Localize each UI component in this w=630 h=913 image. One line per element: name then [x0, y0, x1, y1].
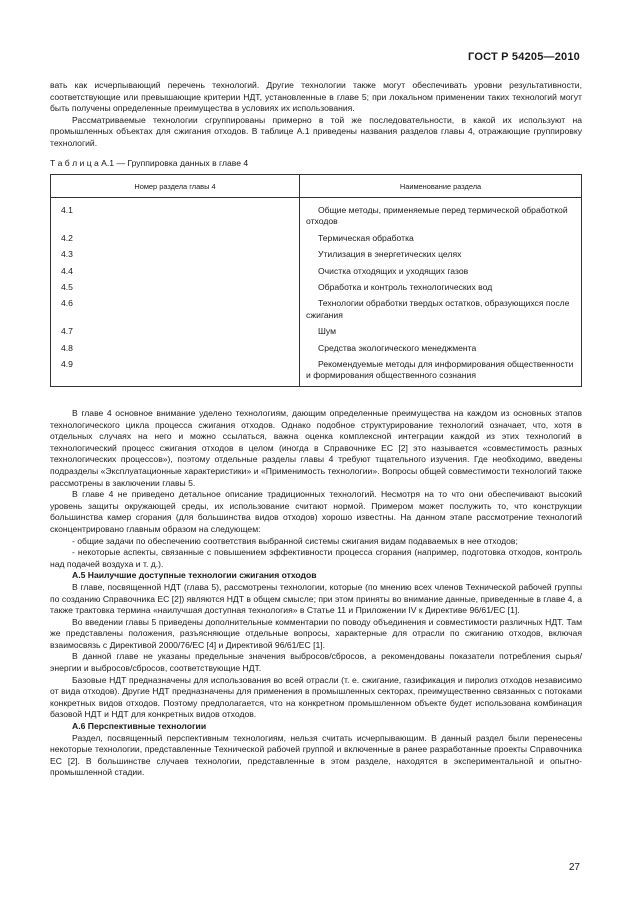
table-row: [51, 281, 582, 297]
body-paragraph: Базовые НДТ предназначены для использования во всей отрасли (т. е. сжигание, газификация и пиролиз отходов независимо от вида отходов). Другие НДТ предназначены для применения в промышленных секторах, преимущественно связанных с потоками конкретных видов отходов. Поэтому предполагается, что на конкретном промышленном объекте будет использована комбинация базовой НДТ и НДТ для конкретных видов отходов.: [50, 674, 582, 720]
table-row: [51, 297, 582, 325]
header-section-name: Наименование раздела: [300, 175, 582, 198]
row-number: 4.2: [51, 232, 300, 248]
row-number: 4.9: [51, 358, 300, 386]
row-number: 4.3: [51, 248, 300, 264]
table-row: [51, 342, 582, 358]
table-row: [51, 198, 582, 232]
row-name: Рекомендуемые методы для информирования общественности и формирования общественного сознания: [300, 358, 582, 386]
body-paragraph: В главе, посвященной НДТ (глава 5), рассмотрены технологии, которые (по мнению всех членов Технической рабочей группы по созданию Справочника ЕС [2]) являются НДТ в общем смысле; при этом приняты во внимание данные, приведенные в главе 4, а также трактовка термина «наилучшая доступная технология» в Статье 11 и Приложении IV к Директиве 96/61/ЕС [1].: [50, 581, 582, 616]
table-row: [51, 325, 582, 341]
body-paragraph: Раздел, посвященный перспективным технологиям, нельзя считать исчерпывающим. В данный раздел были перенесены некоторые технологии, представленные Технической рабочей группой и включенные в ранее разработанные проекты Справочника ЕС [2]. В большинстве случаев технологии, представленные в этом разделе, находятся в экспериментальной и опытно-промышленной стадии.: [50, 732, 582, 778]
body-paragraph: Во введении главы 5 приведены дополнительные комментарии по поводу объединения и совместимости различных НДТ. Там же представлены положения, разъясняющие отдельные вопросы, характерные для отрасли по сжиганию отходов, включая взаимосвязь с Директивой 2000/76/ЕС [4] и Директивой 96/61/ЕС [1].: [50, 616, 582, 650]
table-row: [51, 265, 582, 281]
row-name: Общие методы, применяемые перед термической обработкой отходов: [300, 198, 582, 232]
row-number: 4.5: [51, 281, 300, 297]
row-name: Средства экологического менеджмента: [300, 342, 582, 358]
table-row: [51, 358, 582, 386]
intro-paragraph-2: Рассматриваемые технологии сгруппированы примерно в той же последовательности, в какой их используют на промышленных объектах для сжигания отходов. В таблице А.1 приведены названия разделов главы 4, отражающие группировку технологий.: [50, 114, 582, 148]
row-number: 4.7: [51, 325, 300, 341]
table-row: [51, 248, 582, 264]
row-name: Утилизация в энергетических целях: [300, 248, 582, 264]
row-number: 4.8: [51, 342, 300, 358]
row-name: Очистка отходящих и уходящих газов: [300, 265, 582, 281]
section-heading-a6: А.6 Перспективные технологии: [72, 721, 207, 732]
standard-header: ГОСТ Р 54205—2010: [468, 51, 580, 63]
groups-table: [50, 174, 582, 387]
intro-paragraph-1: вать как исчерпывающий перечень технологий. Другие технологии также могут обеспечивать уровни результативности, соответствующие или превышающие критерии НДТ, установленные в главе 5; при локальном применении таких технологий могут быть получены определенные преимущества в условиях их использования.: [50, 80, 582, 114]
intro-block: [50, 80, 582, 150]
table-row: [51, 232, 582, 248]
body-paragraph: В главе 4 основное внимание уделено технологиям, дающим определенные преимущества на каждом из основных этапов технологического цикла процесса сжигания отходов. Однако подобное структурирование технологий означает, что, хотя в отдельных случаях на него и можно ссылаться, важна оценка комплексной интеграции каждой из этих технологий в технологический процесс сжигания отходов в целом (иногда в Справочнике ЕС [2] это называется «совместимость разных технологических процессов»), поэтому отдельные разделы главы 4 требуют тщательного изучения. Где необходимо, введены подразделы «Эксплуатационные характеристики» и «Применимость технологии». Вопросы общей совместимости технологий также рассмотрены в заключении главы 5.: [50, 408, 582, 488]
row-number: 4.6: [51, 297, 300, 325]
row-name: Шум: [300, 325, 582, 341]
table-caption: Т а б л и ц а А.1 — Группировка данных в главе 4: [50, 158, 249, 168]
row-number: 4.1: [51, 198, 300, 232]
list-item: - общие задачи по обеспечению соответствия выбранной системы сжигания видам подаваемых в нее отходов;: [72, 535, 518, 546]
row-number: 4.4: [51, 265, 300, 281]
main-text-block: [50, 408, 582, 779]
row-name: Технологии обработки твердых остатков, образующихся после сжигания: [300, 297, 582, 325]
section-heading-a5: А.5 Наилучшие доступные технологии сжигания отходов: [72, 570, 317, 581]
row-name: Обработка и контроль технологических вод: [300, 281, 582, 297]
header-section-number: Номер раздела главы 4: [51, 175, 300, 198]
body-paragraph: В главе 4 не приведено детальное описание традиционных технологий. Несмотря на то что они обеспечивают высокий уровень защиты окружающей среды, их использование считают нормой. Примером может послужить то, что конструкции большинства камер сгорания (для большинства видов отходов) хорошо известны. На данном этапе рассмотрение технологий сконцентрировано главным образом на следующем:: [50, 489, 582, 534]
page-number: 27: [568, 862, 580, 873]
body-paragraph: В данной главе не указаны предельные значения выбросов/сбросов, а рекомендованы показатели потребления сырья/энергии и выбросов/сбросов, соответствующие НДТ.: [50, 651, 582, 674]
table-header-row: [51, 175, 582, 198]
row-name: Термическая обработка: [300, 232, 582, 248]
list-item: - некоторые аспекты, связанные с повышением эффективности процесса сгорания (например, подготовка отходов, контроль над подачей воздуха и т. д.).: [50, 547, 582, 569]
